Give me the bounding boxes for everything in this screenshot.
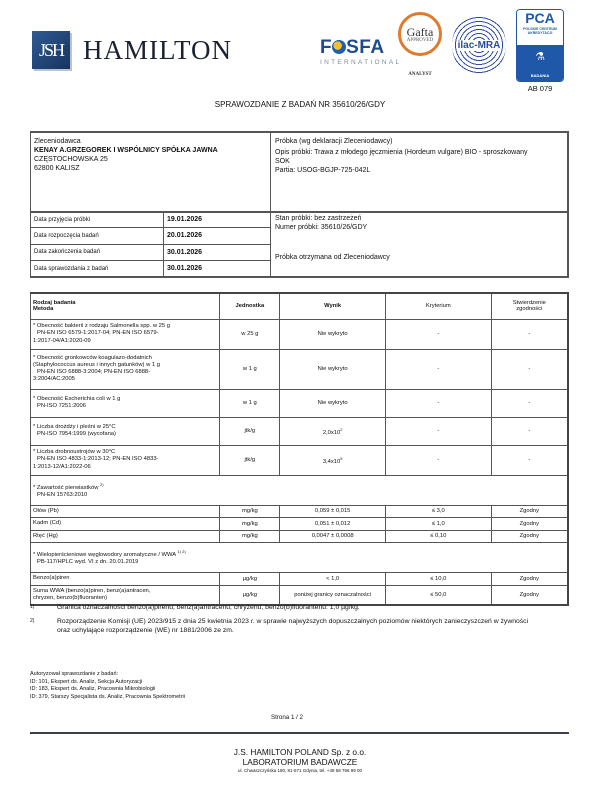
footer-lab: LABORATORIUM BADAWCZE (242, 757, 358, 767)
conformity: - (491, 417, 568, 445)
date-label: Data zakończenia badań (31, 245, 164, 260)
criterion: ≤ 1,0 (385, 518, 491, 531)
table-row (31, 445, 569, 475)
pca-main: PCA (525, 10, 555, 26)
table-row (31, 417, 569, 445)
client-city: 62800 KALISZ (34, 165, 80, 172)
dates-box (30, 211, 569, 278)
section-title: * Zawartość pierwiastków $^{2)}$ PN-EN 15763:2010 (31, 475, 569, 505)
footnote-text: Rozporządzenie Komisji (UE) 2023/915 z dnia 25 kwietnia 2023 r. w sprawie najwyższych dopuszczalnych poziomów niektórych zanieczyszczeń w żywności oraz uchylające rozporządzenie (WE) nr 1881/2006 ze zm. (57, 618, 529, 634)
client-label: Zleceniodawca (34, 138, 81, 145)
footnote-1 (30, 603, 570, 612)
criterion: - (385, 417, 491, 445)
result: Nie wykryto (280, 319, 386, 349)
footnote-number: 1) (30, 604, 35, 610)
flask-icon: ⚗ (535, 51, 545, 63)
result: $2,0x10^2$ (280, 417, 386, 445)
header-unit: Jednostka (220, 293, 280, 319)
ilac-text: ilac-MRA (457, 39, 501, 51)
test-name: Ołów (Pb) (31, 505, 220, 518)
result: 0,0047 ± 0,0008 (280, 530, 386, 543)
gafta-main: Gafta (406, 24, 434, 39)
test-name: * Liczba drożdży i pleśni w 25°C PN-ISO 7954:1999 (wycofana) (31, 417, 220, 445)
conformity: Zgodny (491, 505, 568, 518)
client-street: CZĘSTOCHOWSKA 25 (34, 156, 108, 163)
conformity: Zgodny (491, 585, 568, 605)
unit: µg/kg (220, 585, 280, 605)
criterion: - (385, 389, 491, 417)
conformity: Zgodny (491, 573, 568, 586)
conformity: - (491, 389, 568, 417)
table-row (31, 319, 569, 349)
pca-sub: POLSKIE CENTRUM AKREDYTACJI (523, 27, 557, 35)
conformity: - (491, 445, 568, 475)
report-title: SPRAWOZDANIE Z BADAŃ NR 35610/26/GDY (214, 100, 386, 109)
footnote-text: Granica oznaczalności benzo(a)pirenu, benz(a)antracenu, chryzenu, benzo(b)fluorantenu: 1,0 µg/kg. (57, 604, 360, 611)
table-header-row (31, 293, 569, 319)
criterion: - (385, 319, 491, 349)
sample-batch: Partia: USOG-BGJP-725-042L (275, 167, 371, 174)
footer-divider (30, 732, 569, 734)
footnote-number: 2) (30, 618, 35, 624)
conformity: - (491, 319, 568, 349)
fosfa-logo: F SFA INTERNATIONAL (320, 37, 402, 66)
date-value: 30.01.2026 (167, 248, 203, 256)
date-row (31, 228, 270, 244)
result: poniżej granicy oznaczalności (280, 585, 386, 605)
table-row (31, 530, 569, 543)
authorization-line: ID: 183, Ekspert ds. Analiz, Pracownia Mikrobiologii (30, 686, 156, 692)
date-label: Data rozpoczęcia badań (31, 228, 164, 243)
sample-info (272, 133, 567, 212)
sample-number: Numer próbki: 35610/26/GDY (275, 224, 368, 231)
conformity: Zgodny (491, 530, 568, 543)
result: Nie wykryto (280, 389, 386, 417)
logo-name: HAMILTON (83, 34, 233, 65)
table-row (31, 573, 569, 586)
header-result: Wynik (280, 293, 386, 319)
unit: jtk/g (220, 417, 280, 445)
gafta-sub: APPROVED (406, 37, 434, 43)
date-row (31, 261, 270, 277)
criterion: ≤ 10,0 (385, 573, 491, 586)
gafta-logo (398, 12, 442, 56)
date-value: 30.01.2026 (167, 265, 203, 273)
test-name: Suma WWA (benzo(a)piren, benz(a)antracen, chryzen, benzo(b)fluoranten) (31, 585, 220, 605)
result: 0,051 ± 0,012 (280, 518, 386, 531)
page-number: Strona 1 / 2 (271, 714, 303, 721)
gafta-analyst: ANALYST (408, 72, 432, 77)
authorization-line: ID: 379, Starszy Specjalista ds. Analiz, Pracownia Spektrometrii (30, 693, 185, 700)
pca-number: AB 079 (527, 84, 553, 93)
footer-address: ul. Chwaszczyńska 180, 81-571 Gdynia, tel. +48 58 766 99 00 (238, 768, 362, 773)
sample-status (272, 212, 567, 276)
pca-logo (516, 9, 564, 82)
hamilton-logo (32, 31, 232, 69)
authorization (30, 671, 185, 701)
footnote-2 (30, 617, 570, 635)
unit: mg/kg (220, 518, 280, 531)
unit: w 1 g (220, 349, 280, 389)
test-name: Kadm (Cd) (31, 518, 220, 531)
result: 0,059 ± 0,015 (280, 505, 386, 518)
globe-icon (332, 40, 346, 54)
header-conformity: Stwierdzenie zgodności (491, 293, 568, 319)
sample-label: Próbka (wg deklaracji Zleceniodawcy) (275, 138, 393, 145)
test-name: * Liczba drobnoustrojów w 30°C PN-EN ISO 4833-1:2013-12; PN-EN ISO 4833- 1:2013-12/A1:2022-06 (31, 445, 220, 475)
unit: mg/kg (220, 530, 280, 543)
date-label: Data sprawozdania z badań (31, 261, 164, 277)
sample-condition: Stan próbki: bez zastrzeżeń (275, 215, 362, 222)
table-row (31, 389, 569, 417)
conformity: Zgodny (491, 518, 568, 531)
date-value: 19.01.2026 (167, 216, 203, 224)
section-row-elements (31, 475, 569, 505)
test-name: * Obecność gronkowców koagulazo-dodatnich (Staphylococcus aureus i innych gatunków) w 1 g PN-EN ISO 6888-3:2004; PN-EN ISO 6888- 3:2004/AC:2005 (31, 349, 220, 389)
date-row (31, 245, 270, 261)
results-table (30, 292, 569, 606)
test-name: * Obecność bakterii z rodzaju Salmonella spp. w 25 g PN-EN ISO 6579-1:2017-04; PN-EN ISO 6579- 1:2017-04/A1:2020-09 (31, 319, 220, 349)
sample-description: Opis próbki: Trawa z młodego jęczmienia (Hordeum vulgare) BIO - sproszkowany SOK (275, 149, 528, 165)
unit: jtk/g (220, 445, 280, 475)
unit: µg/kg (220, 573, 280, 586)
table-row (31, 585, 569, 605)
test-name: * Obecność Escherichia coli w 1 g PN-ISO 7251:2006 (31, 389, 220, 417)
test-name: Rtęć (Hg) (31, 530, 220, 543)
jsh-monogram-icon: JSH (32, 31, 70, 69)
client-sample-box (30, 131, 569, 213)
date-row (31, 212, 270, 228)
criterion: - (385, 349, 491, 389)
date-value: 20.01.2026 (167, 232, 203, 240)
unit: mg/kg (220, 505, 280, 518)
criterion: ≤ 50,0 (385, 585, 491, 605)
conformity: - (491, 349, 568, 389)
result: < 1,0 (280, 573, 386, 586)
result: $3,4x10^5$ (280, 445, 386, 475)
authorization-line: ID: 101, Ekspert ds. Analiz, Sekcja Autoryzacji (30, 678, 143, 685)
section-row-pah (31, 543, 569, 573)
client-name: KENAY A.GRZEGOREK I WSPÓLNICY SPÓŁKA JAWNA (34, 147, 218, 154)
table-row (31, 349, 569, 389)
footer-company: J.S. HAMILTON POLAND Sp. z o.o. (233, 747, 367, 757)
table-row (31, 518, 569, 531)
unit: w 25 g (220, 319, 280, 349)
criterion: ≤ 0,10 (385, 530, 491, 543)
fosfa-sub: INTERNATIONAL (320, 59, 402, 66)
section-title: * Wielopierścieniowe węglowodory aromatyczne / WWA $^{1) 2)}$ PB-117/HPLC wyd. VI z dn. 20.01.2019 (31, 543, 569, 573)
result: Nie wykryto (280, 349, 386, 389)
criterion: ≤ 3,0 (385, 505, 491, 518)
pca-badania: BADANIA (530, 73, 550, 78)
footer (0, 747, 600, 774)
header-criterion: Kryterium (385, 293, 491, 319)
client-info (31, 133, 271, 212)
date-label: Data przyjęcia próbki (31, 212, 164, 227)
ilac-mra-logo (452, 14, 506, 76)
header-test: Rodzaj badania Metoda (31, 293, 220, 319)
table-row (31, 505, 569, 518)
sample-received-from: Próbka otrzymana od Zleceniodawcy (275, 254, 390, 261)
test-name: Benzo(a)piren (31, 573, 220, 586)
authorization-title: Autoryzował sprawozdanie z badań: (30, 671, 119, 677)
unit: w 1 g (220, 389, 280, 417)
criterion: - (385, 445, 491, 475)
